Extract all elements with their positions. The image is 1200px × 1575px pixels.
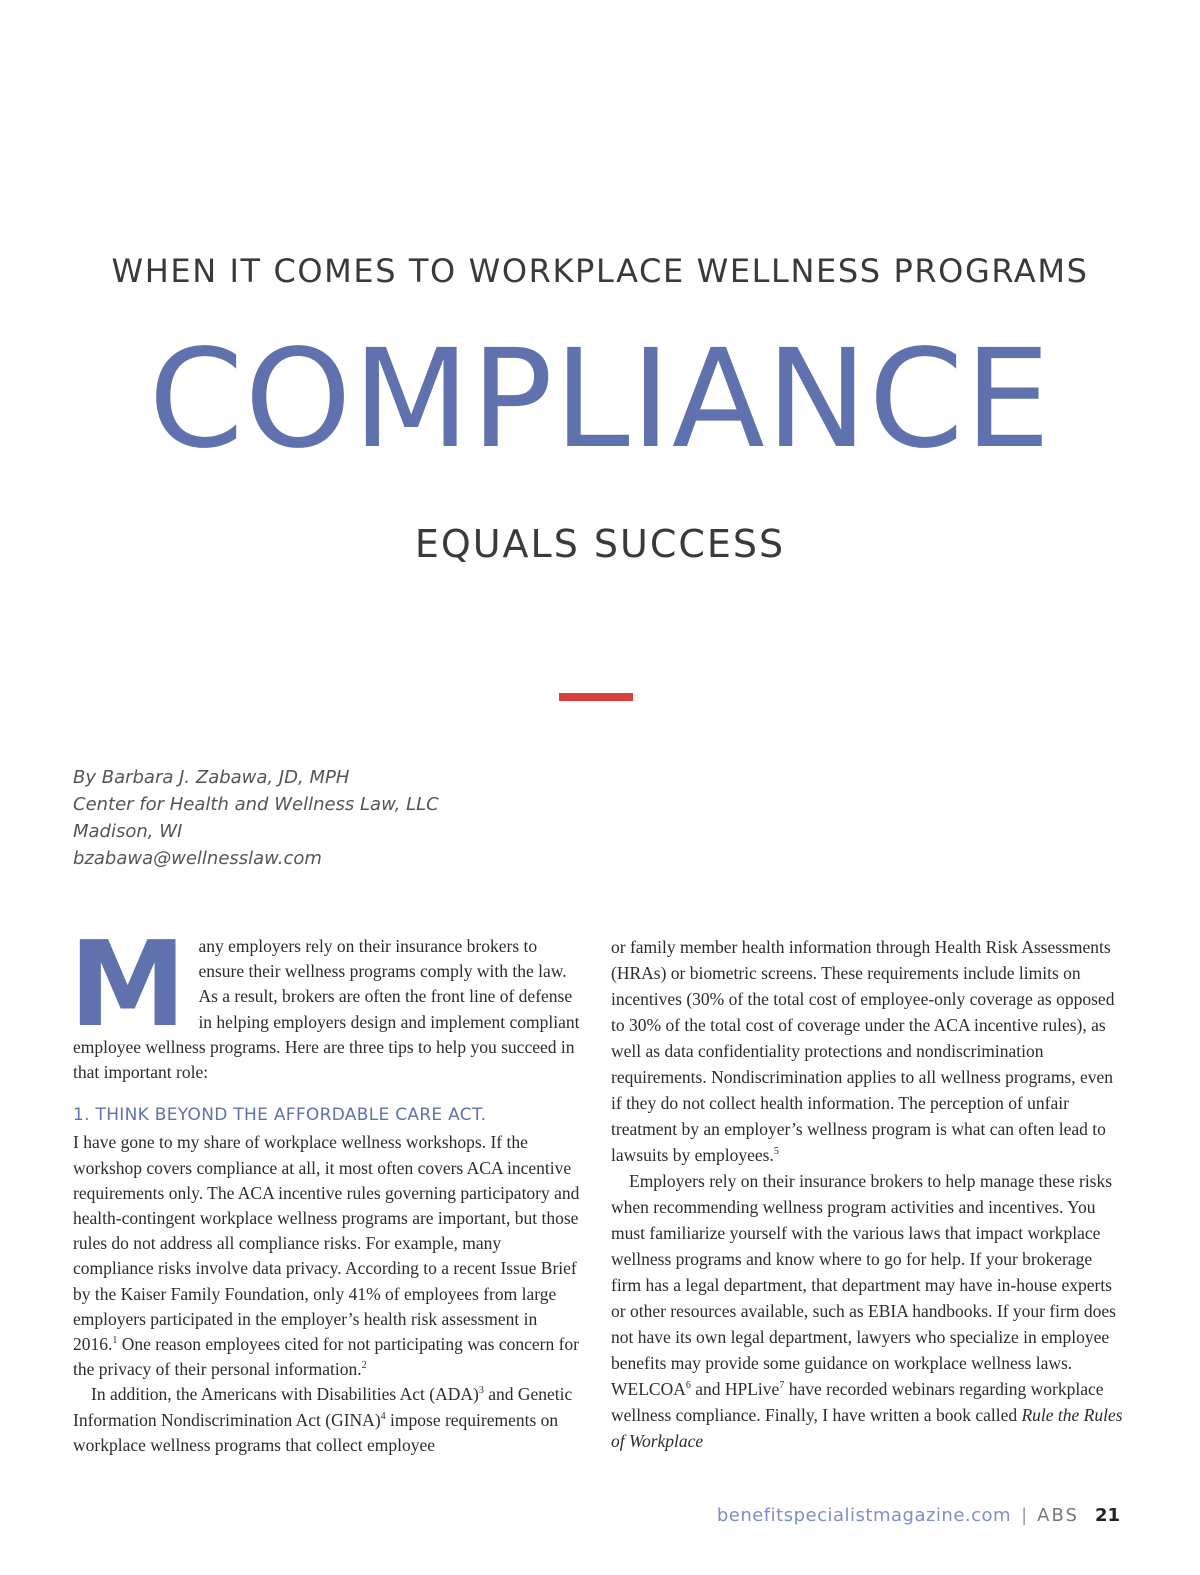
footnote-marker: 2: [361, 1360, 367, 1372]
footnote-marker: 1: [112, 1335, 118, 1347]
footer-separator: |: [1021, 1505, 1028, 1526]
footnote-marker: 4: [380, 1410, 386, 1422]
footer-magazine: ABS: [1037, 1505, 1079, 1526]
kicker-heading: WHEN IT COMES TO WORKPLACE WELLNESS PROGRAMS: [111, 252, 1089, 290]
body-paragraph: Employers rely on their insurance brokers to help manage these risks when recommending wellness program activities and incentives. You must familiarize yourself with the various laws that impact workplace wellness programs and know where to go for help. If your brokerage firm has a legal department, that department may have in-house experts or other resources available, such as EBIA handbooks. If your firm does not have its own legal department, lawyers who specialize in employee benefits may provide some guidance on workplace wellness laws. WELCOA$^6$ and HPLive$^7$ have recorded webinars regarding workplace wellness compliance. Finally, I have written a book called Rule the Rules of Workplace: [611, 1171, 1123, 1451]
footnote-marker: 5: [773, 1146, 779, 1158]
author-email[interactable]: bzabawa@wellnesslaw.com: [73, 848, 322, 869]
footer-site-link[interactable]: benefitspecialistmagazine.com: [716, 1505, 1012, 1526]
page-number: 21: [1094, 1505, 1120, 1526]
intro-paragraph: any employers rely on their insurance brokers to ensure their wellness programs comply with the law. As a result, brokers are often the front line of defense in helping employers design and implement compliant employee wellness programs. Here are three tips to help you succeed in that important role:: [73, 936, 580, 1083]
byline: [73, 764, 439, 872]
headline: COMPLIANCE: [148, 321, 1052, 479]
article-column-left: [69, 915, 583, 1458]
footnote-marker: 7: [779, 1380, 785, 1392]
body-paragraph: I have gone to my share of workplace wellness workshops. If the workshop covers compliance at all, it most often covers ACA incentive requirements only. The ACA incentive rules governing participatory and health-contingent workplace wellness programs are important, but those rules do not address all compliance risks. For example, many compliance risks involve data privacy. According to a recent Issue Brief by the Kaiser Family Foundation, only 41% of employees from large employers participated in the employer’s health risk assessment in 2016.$^1$ One reason employees cited for not participating was concern for the privacy of their personal information.$^2$: [73, 1132, 580, 1380]
article-column-right: [611, 934, 1126, 1454]
author-location: Madison, WI: [73, 821, 183, 842]
subtitle: EQUALS SUCCESS: [414, 522, 786, 566]
body-paragraph: In addition, the Americans with Disabilities Act (ADA)$^3$ and Genetic Information Nondiscrimination Act (GINA)$^4$ impose requirements on workplace wellness programs that collect employee: [73, 1384, 573, 1455]
footnote-marker: 3: [478, 1385, 484, 1397]
author-name: By Barbara J. Zabawa, JD, MPH: [73, 767, 350, 788]
book-title: Rule the Rules of Workplace: [611, 1405, 1123, 1451]
footnote-marker: 6: [685, 1380, 691, 1392]
accent-rule: [559, 693, 633, 701]
section-heading: 1. THINK BEYOND THE AFFORDABLE CARE ACT.: [73, 1105, 487, 1126]
drop-cap: M: [69, 915, 187, 1053]
body-paragraph: or family member health information through Health Risk Assessments (HRAs) or biometric screens. These requirements include limits on incentives (30% of the total cost of employee-only coverage as opposed to 30% of the total cost of coverage under the ACA incentive rules), as well as data confidentiality protections and nondiscrimination requirements. Nondiscrimination applies to all wellness programs, even if they do not collect health information. The perception of unfair treatment by an employer’s wellness program is what can often lead to lawsuits by employees.$^5$: [611, 937, 1115, 1165]
author-organization: Center for Health and Wellness Law, LLC: [73, 794, 439, 815]
page-footer: [717, 1505, 1120, 1526]
